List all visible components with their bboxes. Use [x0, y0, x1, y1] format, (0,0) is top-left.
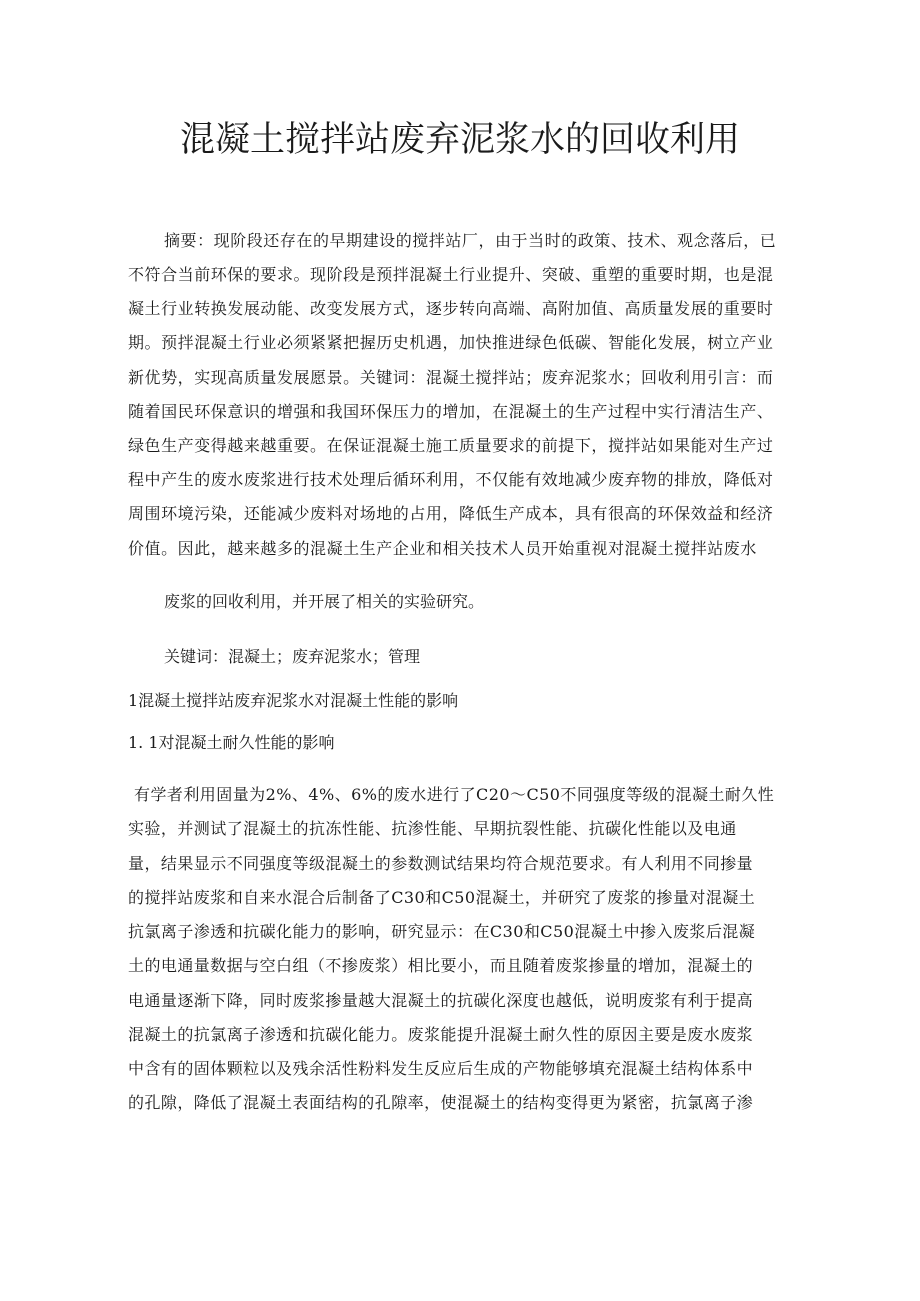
abstract-line: 摘要：现阶段还存在的早期建设的搅拌站厂，由于当时的政策、技术、观念落后，已 [164, 231, 777, 250]
abstract-line: 程中产生的废水废浆进行技术处理后循环利用，不仅能有效地减少废弃物的排放，降低对 [128, 470, 774, 489]
body-line: 实验，并测试了混凝土的抗冻性能、抗渗性能、早期抗裂性能、抗碳化性能以及电通 [128, 819, 737, 838]
body-line: 有学者利用固量为2%、4%、6%的废水进行了C20～C50不同强度等级的混凝土耐久性 [134, 785, 775, 804]
body-line: 中含有的固体颗粒以及残余活性粉料发生反应后生成的产物能够填充混凝土结构体系中 [128, 1059, 754, 1078]
section-heading: 1混凝土搅拌站废弃泥浆水对混凝土性能的影响 [128, 691, 459, 710]
body-line: 混凝土的抗氯离子渗透和抗碳化能力。废浆能提升混凝土耐久性的原因主要是废水废浆 [128, 1025, 754, 1044]
body-line: 电通量逐渐下降，同时废浆掺量越大混凝土的抗碳化深度也越低，说明废浆有利于提高 [128, 991, 754, 1010]
abstract-line: 价值。因此，越来越多的混凝土生产企业和相关技术人员开始重视对混凝土搅拌站废水 [128, 539, 757, 558]
body-line: 土的电通量数据与空白组（不掺废浆）相比要小，而且随着废浆掺量的增加，混凝土的 [128, 956, 754, 975]
abstract-line: 新优势，实现高质量发展愿景。关键词：混凝土搅拌站；废弃泥浆水；回收利用引言：而 [128, 368, 774, 387]
abstract-line: 随着国民环保意识的增强和我国环保压力的增加，在混凝土的生产过程中实行清洁生产、 [128, 402, 774, 421]
abstract-continuation: 废浆的回收利用，并开展了相关的实验研究。 [164, 592, 485, 611]
abstract-line: 绿色生产变得越来越重要。在保证混凝土施工质量要求的前提下，搅拌站如果能对生产过 [128, 436, 774, 455]
body-line: 量，结果显示不同强度等级混凝土的参数测试结果均符合规范要求。有人利用不同掺量 [128, 854, 754, 873]
abstract-line: 周围环境污染，还能减少废料对场地的占用，降低生产成本，具有很高的环保效益和经济 [128, 504, 774, 523]
subsection-heading: 1. 1对混凝土耐久性能的影响 [128, 733, 335, 752]
keywords: 关键词：混凝土；废弃泥浆水；管理 [164, 647, 421, 666]
abstract-line: 期。预拌混凝土行业必须紧紧把握历史机遇，加快推进绿色低碳、智能化发展，树立产业 [128, 333, 774, 352]
body-line: 的搅拌站废浆和自来水混合后制备了C30和C50混凝土，并研究了废浆的掺量对混凝土 [128, 888, 756, 907]
body-line: 的孔隙，降低了混凝土表面结构的孔隙率，使混凝土的结构变得更为紧密，抗氯离子渗 [128, 1093, 754, 1112]
document-title: 混凝土搅拌站废弃泥浆水的回收利用 [179, 120, 740, 160]
body-line: 抗氯离子渗透和抗碳化能力的影响，研究显示：在C30和C50混凝土中掺入废浆后混凝 [128, 922, 756, 941]
abstract-line: 不符合当前环保的要求。现阶段是预拌混凝土行业提升、突破、重塑的重要时期，也是混 [128, 265, 774, 284]
abstract-line: 凝土行业转换发展动能、改变发展方式，逐步转向高端、高附加值、高质量发展的重要时 [128, 299, 774, 318]
